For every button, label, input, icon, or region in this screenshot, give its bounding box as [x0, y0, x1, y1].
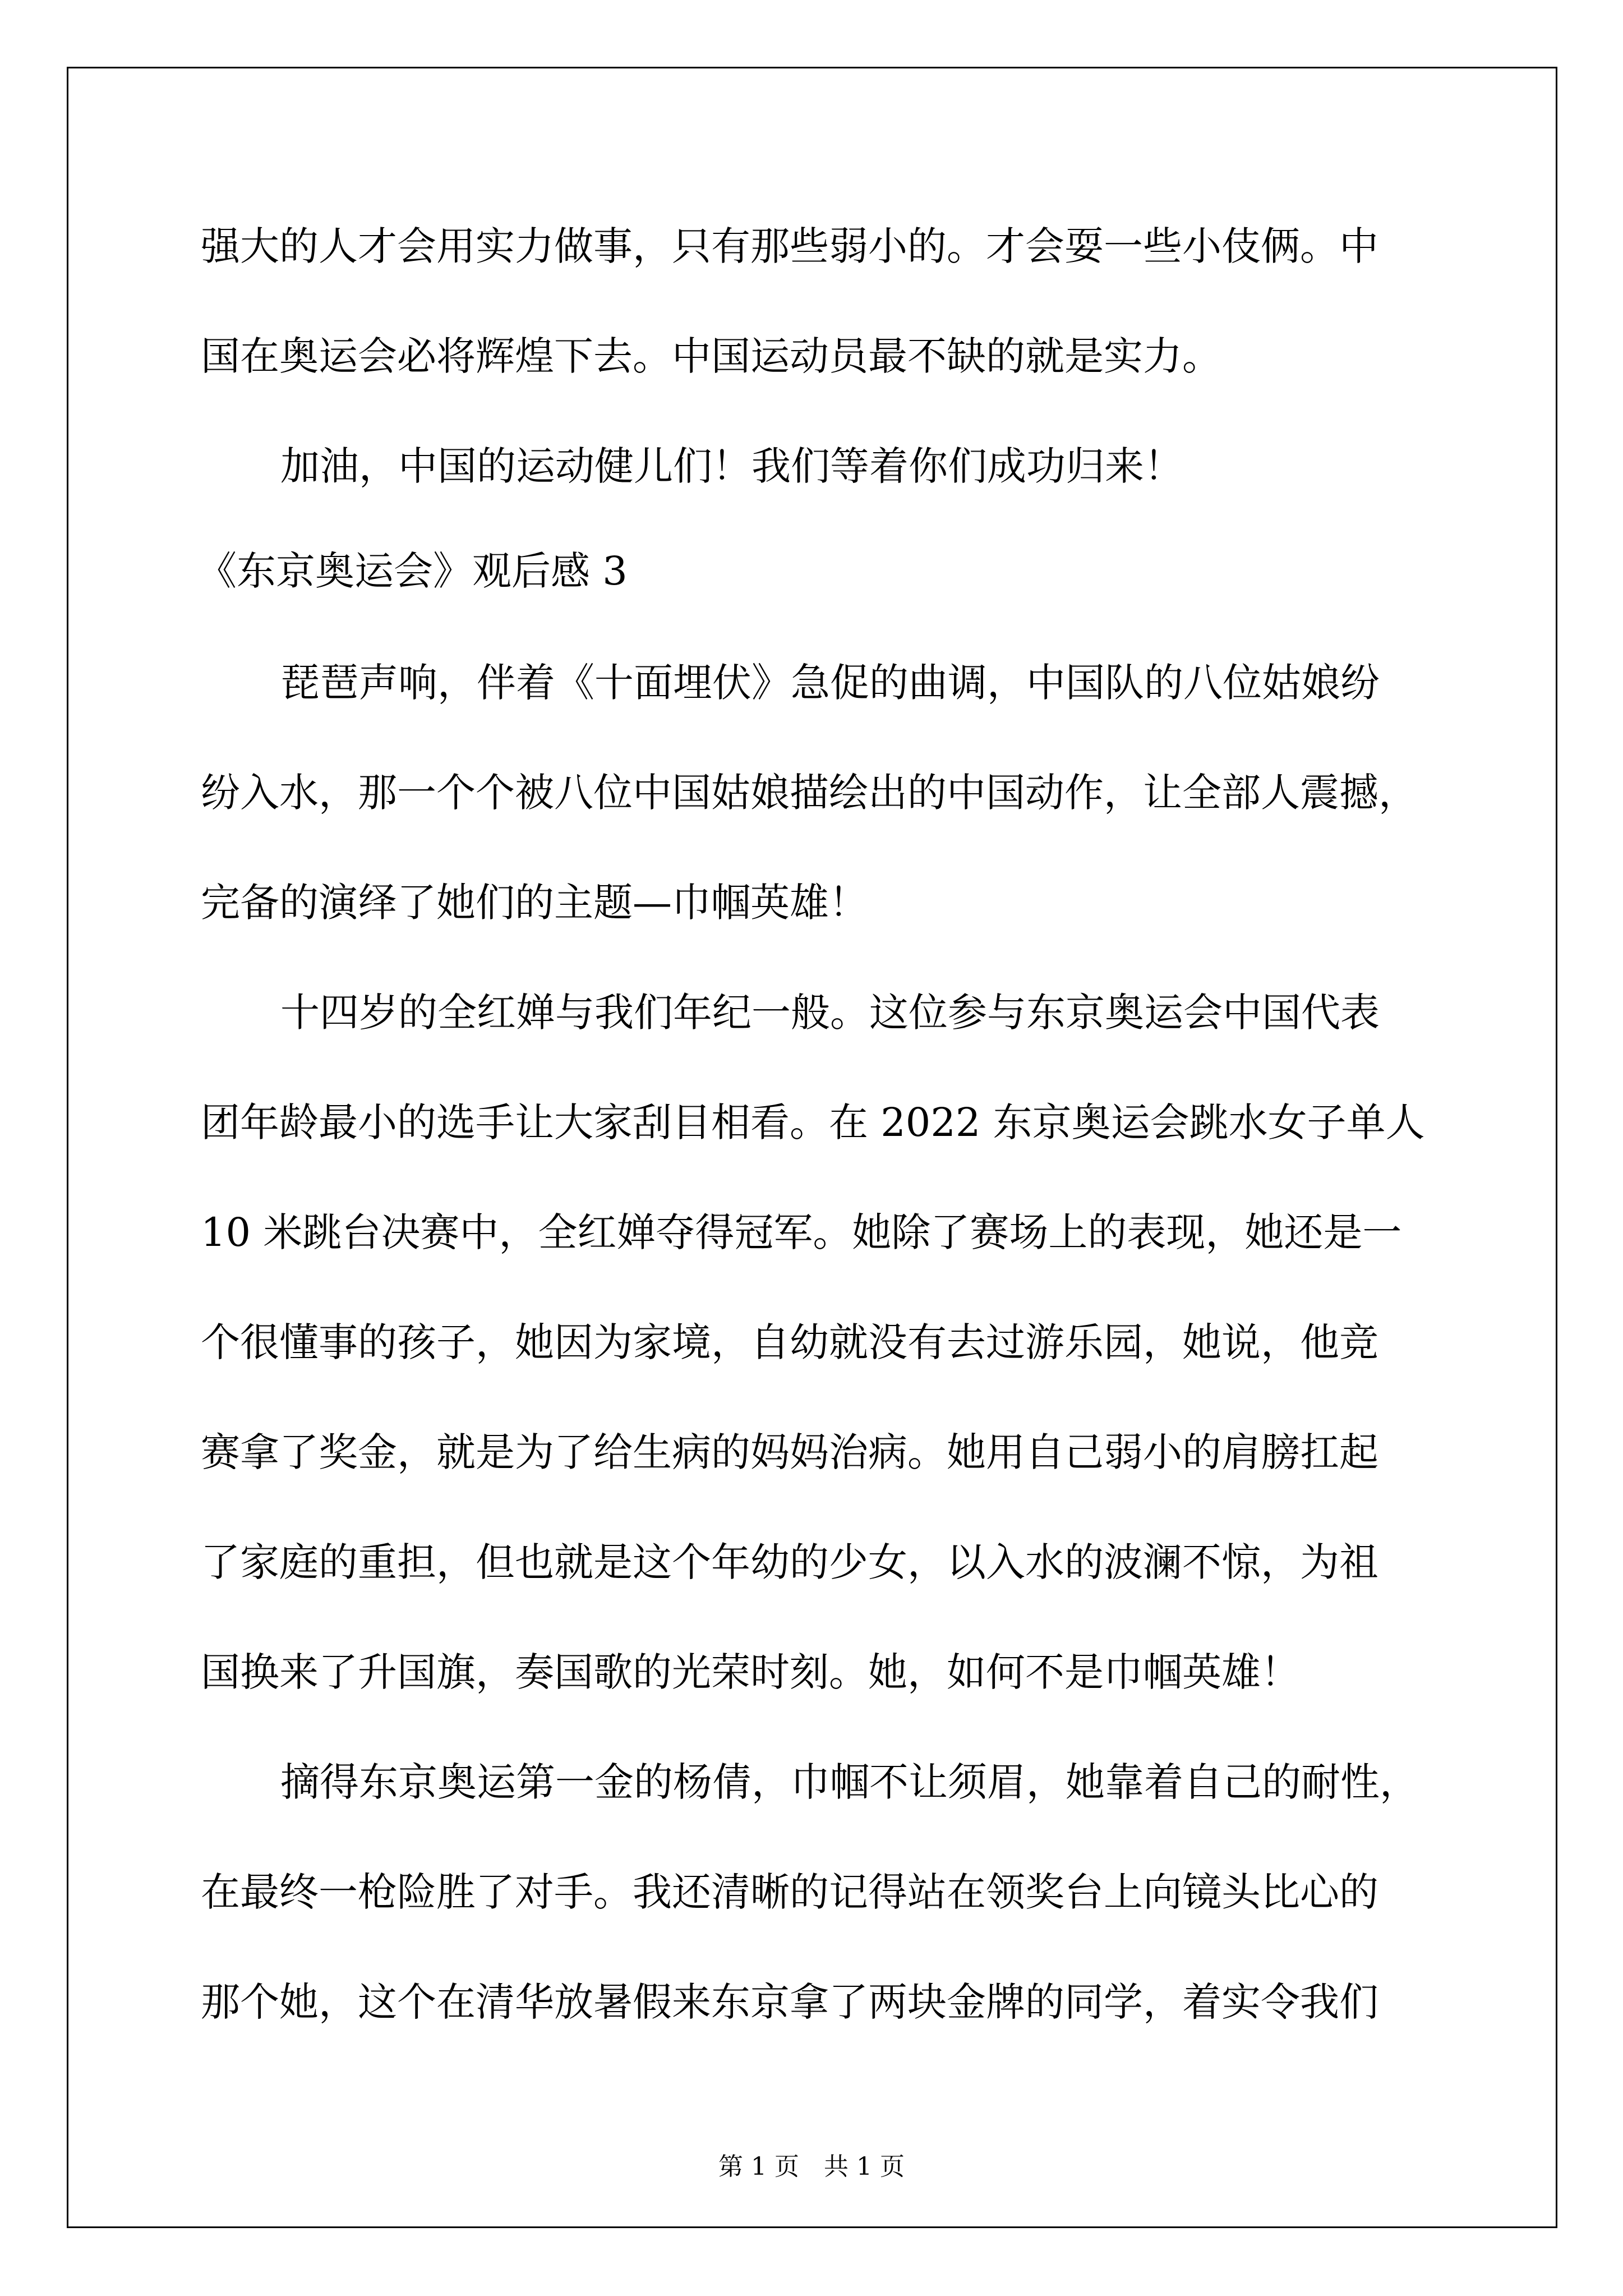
body-text-line: 十四岁的全红婵与我们年纪一般。这位参与东京奥运会中国代表	[280, 990, 1380, 1036]
body-text-line: 10 米跳台决赛中，全红婵夺得冠军。她除了赛场上的表现，她还是一	[201, 1209, 1402, 1255]
body-text-line: 国换来了升国旗，奏国歌的光荣时刻。她，如何不是巾帼英雄！	[201, 1649, 1300, 1695]
body-text-line: 强大的人才会用实力做事，只有那些弱小的。才会耍一些小伎俩。中	[201, 223, 1378, 269]
body-text-line: 加油，中国的运动健儿们！我们等着你们成功归来！	[280, 443, 1183, 489]
body-text-line: 国在奥运会必将辉煌下去。中国运动员最不缺的就是实力。	[201, 333, 1221, 379]
body-text-line: 那个她，这个在清华放暑假来东京拿了两块金牌的同学，着实令我们	[201, 1979, 1378, 2025]
page-number: 第 1 页	[718, 2152, 799, 2181]
body-text-line: 在最终一枪险胜了对手。我还清晰的记得站在领奖台上向镜头比心的	[201, 1869, 1378, 1915]
body-text-line: 了家庭的重担，但也就是这个年幼的少女，以入水的波澜不惊，为祖	[201, 1539, 1378, 1585]
body-text-line: 纷入水，那一个个被八位中国姑娘描绘出的中国动作，让全部人震撼，	[201, 770, 1418, 816]
body-text-line: 团年龄最小的选手让大家刮目相看。在 2022 东京奥运会跳水女子单人	[201, 1099, 1425, 1145]
body-text-line: 琵琶声响，伴着《十面埋伏》急促的曲调，中国队的八位姑娘纷	[280, 660, 1380, 706]
section-heading: 《东京奥运会》观后感 3	[197, 548, 628, 594]
page-total: 共 1 页	[824, 2152, 905, 2181]
body-text-line: 个很懂事的孩子，她因为家境，自幼就没有去过游乐园，她说，他竞	[201, 1319, 1378, 1365]
body-text-line: 完备的演绎了她们的主题—巾帼英雄！	[201, 880, 868, 926]
body-text-line: 赛拿了奖金，就是为了给生病的妈妈治病。她用自己弱小的肩膀扛起	[201, 1429, 1378, 1475]
page-footer	[0, 2151, 1623, 2183]
body-text-line: 摘得东京奥运第一金的杨倩，巾帼不让须眉，她靠着自己的耐性，	[280, 1759, 1419, 1805]
